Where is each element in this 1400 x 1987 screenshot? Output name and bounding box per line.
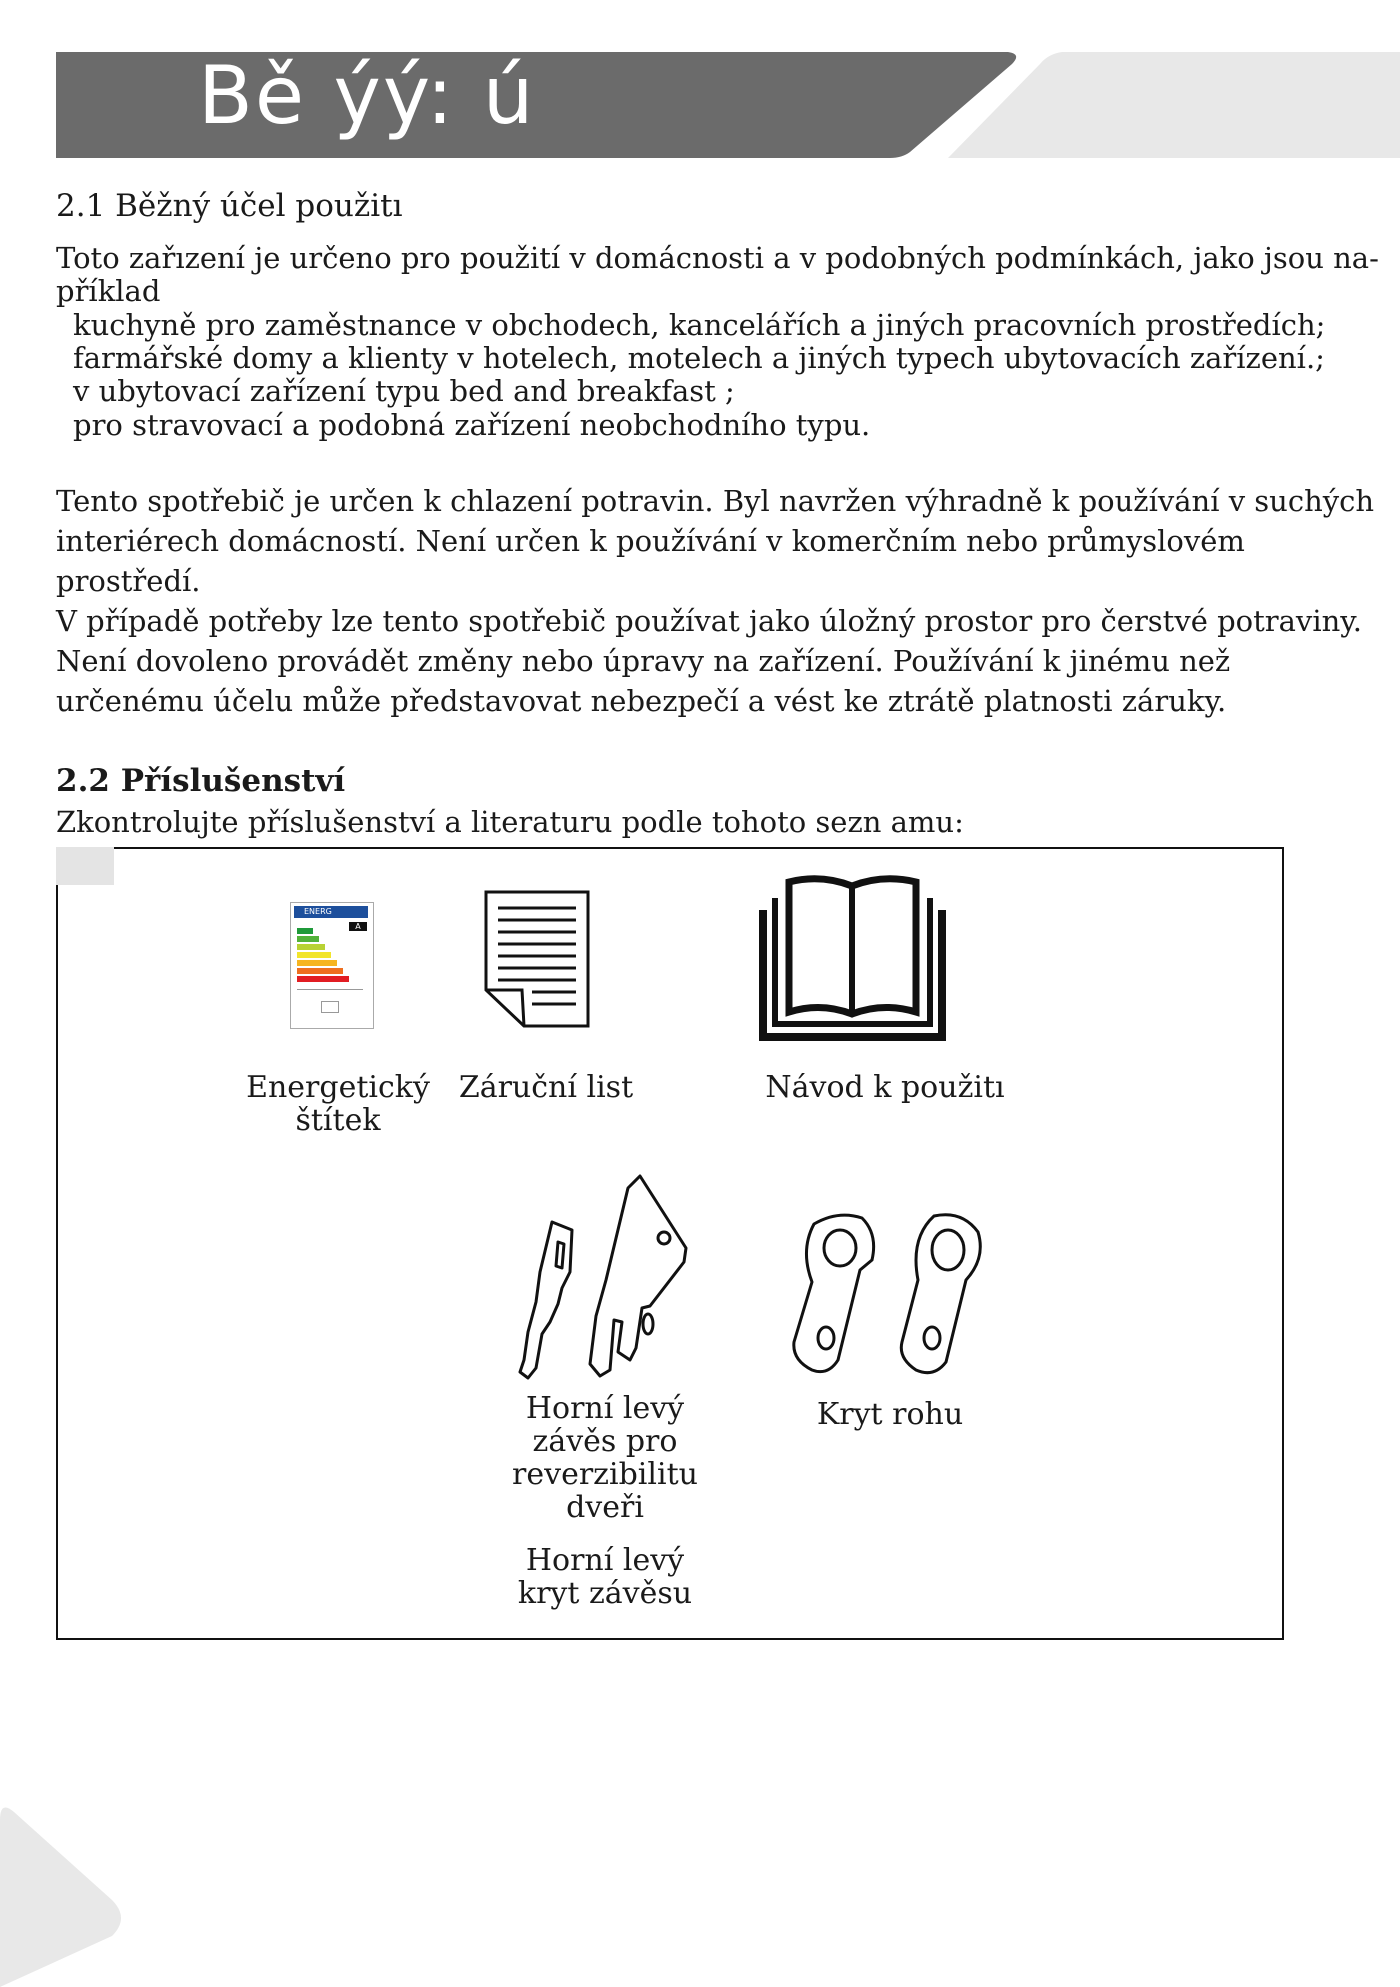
usage-bullet: farmářské domy a klienty v hotelech, motelech a jiných typech ubytovacích zařízení.; <box>73 341 1325 375</box>
caption-manual: Návod k použitı <box>765 1070 1005 1105</box>
paragraph-line: Tento spotřebič je určen k chlazení potravin. Byl navržen výhradně k používání v suchých <box>56 484 1375 518</box>
accessories-instruction: Zkontrolujte příslušenství a literaturu podle tohoto sezn amu: <box>56 805 964 839</box>
energy-label-pictogram <box>321 1001 339 1013</box>
box-corner-swatch <box>56 847 114 885</box>
caption-line: Horní levý <box>525 1543 685 1578</box>
hinge-icon <box>510 1172 700 1382</box>
paragraph-line: určenému účelu může představovat nebezpečí a vést ke ztrátě platnosti záruky. <box>56 684 1227 718</box>
caption-hinge <box>500 1392 710 1524</box>
caption-energy-label <box>238 1071 438 1137</box>
corner-cover-icon <box>782 1210 992 1380</box>
header-banner-light <box>948 52 1400 158</box>
section-heading-usage: 2.1 Běžný účel použitı <box>56 188 403 224</box>
energy-bar-d <box>297 952 331 958</box>
paragraph-line: interiérech domácností. Není určen k používání v komerčním nebo průmyslovém <box>56 524 1245 558</box>
energy-label-icon <box>290 902 374 1029</box>
intro-text-line: Toto zařızení je určeno pro použití v domácnosti a v podobných podmínkách, jako jsou na- <box>56 241 1379 275</box>
energy-bar-c <box>297 944 325 950</box>
energy-label-header: ENERG <box>294 906 368 918</box>
energy-label-divider <box>297 989 363 990</box>
intro-text-line: příklad <box>56 274 161 308</box>
energy-bar-e <box>297 960 337 966</box>
caption-hinge-cover <box>500 1544 710 1610</box>
caption-line: reverzibilitu <box>512 1457 698 1492</box>
energy-class-arrow: A <box>349 922 367 931</box>
document-icon <box>484 890 594 1030</box>
energy-bar-f <box>297 968 343 974</box>
energy-bar-g <box>297 976 349 982</box>
page-header-title: Bě ýý: ú <box>198 49 536 142</box>
paragraph-line: V případě potřeby lze tento spotřebič používat jako úložný prostor pro čerstvé potraviny. <box>56 604 1363 638</box>
paragraph-line: Není dovoleno provádět změny nebo úpravy na zařízení. Používání k jinému než <box>56 644 1231 678</box>
usage-bullet: kuchyně pro zaměstnance v obchodech, kancelářích a jiných pracovních prostředích; <box>73 308 1326 342</box>
paragraph-line: prostředí. <box>56 564 201 598</box>
page-corner-decoration <box>0 1800 140 1987</box>
caption-line: závěs pro <box>532 1424 678 1459</box>
caption-corner-cover: Kryt rohu <box>816 1397 964 1432</box>
caption-line: kryt závěsu <box>517 1576 693 1611</box>
book-icon <box>755 872 950 1042</box>
caption-line: Energetický <box>246 1070 430 1105</box>
energy-bar-a <box>297 928 313 934</box>
usage-bullet: pro stravovací a podobná zařízení neobchodního typu. <box>73 408 871 442</box>
caption-line: Horní levý <box>525 1391 685 1426</box>
caption-line: štítek <box>295 1103 381 1138</box>
caption-warranty: Záruční list <box>458 1070 634 1105</box>
caption-line: dveři <box>566 1490 644 1525</box>
energy-bar-b <box>297 936 319 942</box>
usage-bullet: v ubytovací zařízení typu bed and breakfast ; <box>73 374 735 408</box>
section-heading-accessories: 2.2 Příslušenství <box>56 763 346 799</box>
